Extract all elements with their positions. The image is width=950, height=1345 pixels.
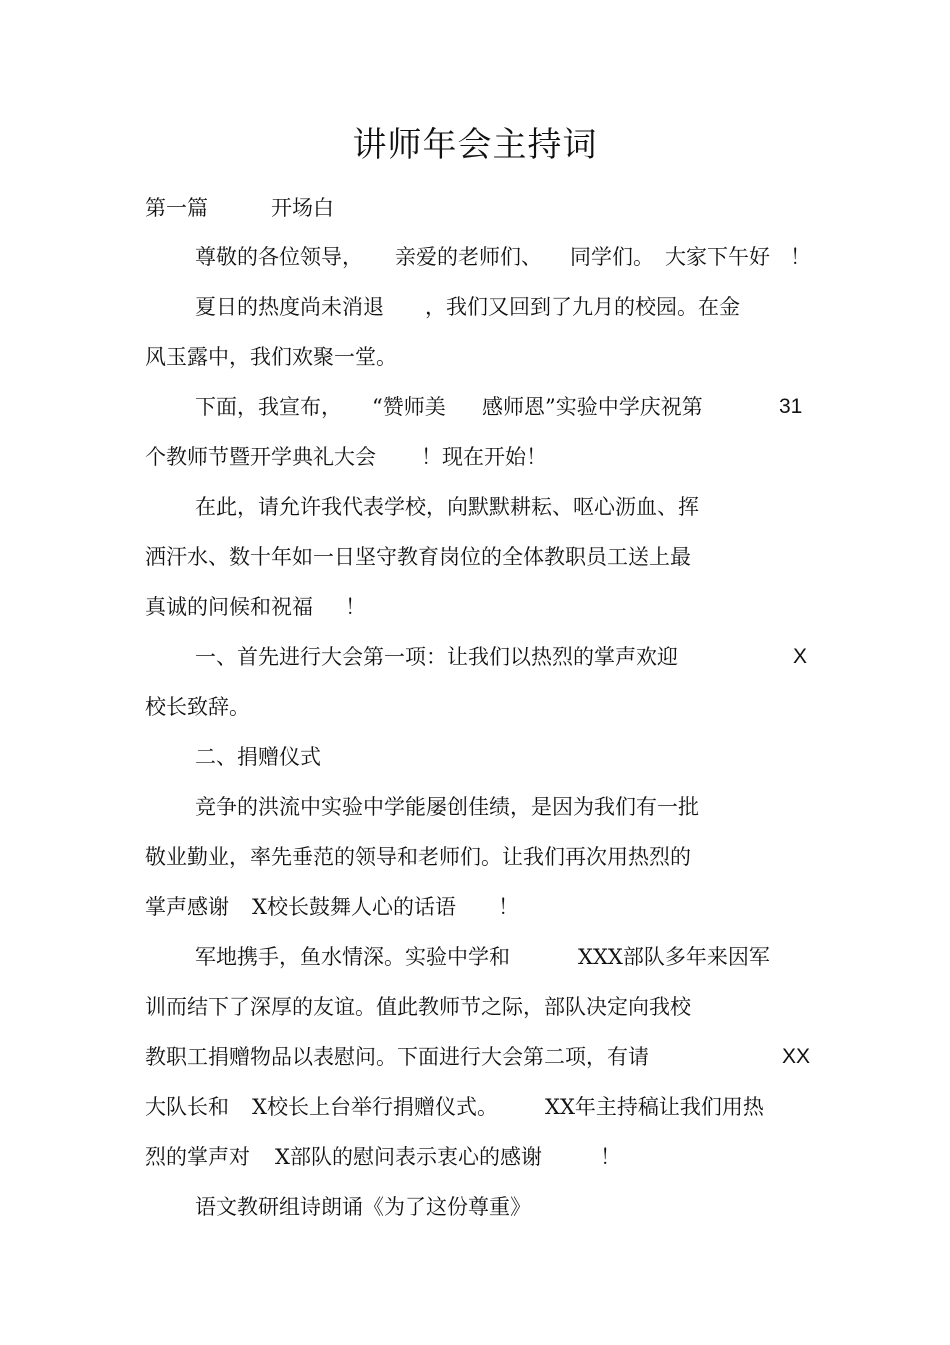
text-segment: XXX部队多年来因军 — [578, 945, 770, 969]
text-segment: XX年主持稿让我们用热 — [545, 1095, 764, 1119]
text-segment: 敬业勤业，率先垂范的领导和老师们。让我们再次用热烈的 — [145, 845, 691, 869]
text-line — [0, 1090, 950, 1124]
text-segment: ！ — [790, 245, 811, 269]
text-segment: 一、首先进行大会第一项：让我们以热烈的掌声欢迎 — [195, 645, 678, 669]
text-segment: 下面，我宣布， — [195, 395, 342, 419]
text-segment: 洒汗水、数十年如一日坚守教育岗位的全体教职员工送上最 — [145, 545, 691, 569]
text-segment: ，我们又回到了九月的校园。在金 — [425, 295, 740, 319]
text-line — [0, 1040, 950, 1074]
text-line — [0, 290, 950, 324]
text-segment: 夏日的热度尚未消退 — [195, 295, 384, 319]
text-segment: ！ — [600, 1145, 621, 1169]
text-line — [0, 740, 950, 774]
text-line — [0, 340, 950, 374]
text-segment: 个教师节暨开学典礼大会 — [145, 445, 376, 469]
text-segment: 真诚的问候和祝福 — [145, 595, 313, 619]
text-segment: 尊敬的各位领导， — [195, 245, 363, 269]
text-line — [0, 1190, 950, 1224]
text-line — [0, 240, 950, 274]
text-segment: 开场白 — [271, 196, 334, 220]
text-segment: 31 — [779, 395, 803, 418]
text-segment: ！ — [498, 895, 519, 919]
text-segment: 军地携手，鱼水情深。实验中学和 — [195, 945, 510, 969]
text-segment: X校长上台举行捐赠仪式。 — [252, 1095, 498, 1119]
text-segment: 竞争的洪流中实验中学能屡创佳绩，是因为我们有一批 — [195, 795, 699, 819]
text-segment: 亲爱的老师们、 — [395, 245, 542, 269]
text-line — [0, 590, 950, 624]
text-segment: 风玉露中，我们欢聚一堂。 — [145, 345, 397, 369]
text-line — [0, 490, 950, 524]
text-segment: ！ — [345, 595, 366, 619]
text-segment: 训而结下了深厚的友谊。值此教师节之际，部队决定向我校 — [145, 995, 691, 1019]
text-line — [0, 191, 950, 225]
text-segment: 同学们。 — [570, 245, 654, 269]
text-segment: 校长致辞。 — [145, 695, 250, 719]
text-line — [0, 840, 950, 874]
text-segment: X — [793, 645, 808, 668]
text-line — [0, 1140, 950, 1174]
text-segment: X部队的慰问表示衷心的感谢 — [275, 1145, 542, 1169]
text-line — [0, 890, 950, 924]
document-title: 讲师年会主持词 — [352, 125, 598, 165]
text-segment: ！现在开始！ — [421, 445, 547, 469]
text-segment: 语文教研组诗朗诵《为了这份尊重》 — [195, 1195, 531, 1219]
text-segment: “赞师美 — [372, 395, 446, 419]
text-line — [0, 990, 950, 1024]
text-segment: 大队长和 — [145, 1095, 229, 1119]
text-segment: XX — [782, 1045, 811, 1068]
text-line — [0, 640, 950, 674]
text-segment: 烈的掌声对 — [145, 1145, 250, 1169]
text-line — [0, 440, 950, 474]
text-segment: 在此，请允许我代表学校，向默默耕耘、呕心沥血、挥 — [195, 495, 699, 519]
text-segment: 大家下午好 — [665, 245, 770, 269]
text-line — [0, 790, 950, 824]
text-segment: X校长鼓舞人心的话语 — [252, 895, 456, 919]
text-segment: 第一篇 — [145, 196, 208, 220]
text-segment: 掌声感谢 — [145, 895, 229, 919]
text-line — [0, 690, 950, 724]
text-line — [0, 540, 950, 574]
text-line — [0, 940, 950, 974]
text-segment: 感师恩”实验中学庆祝第 — [482, 395, 703, 419]
text-segment: 教职工捐赠物品以表慰问。下面进行大会第二项，有请 — [145, 1045, 649, 1069]
text-segment: 二、捐赠仪式 — [195, 745, 321, 769]
text-line — [0, 390, 950, 424]
